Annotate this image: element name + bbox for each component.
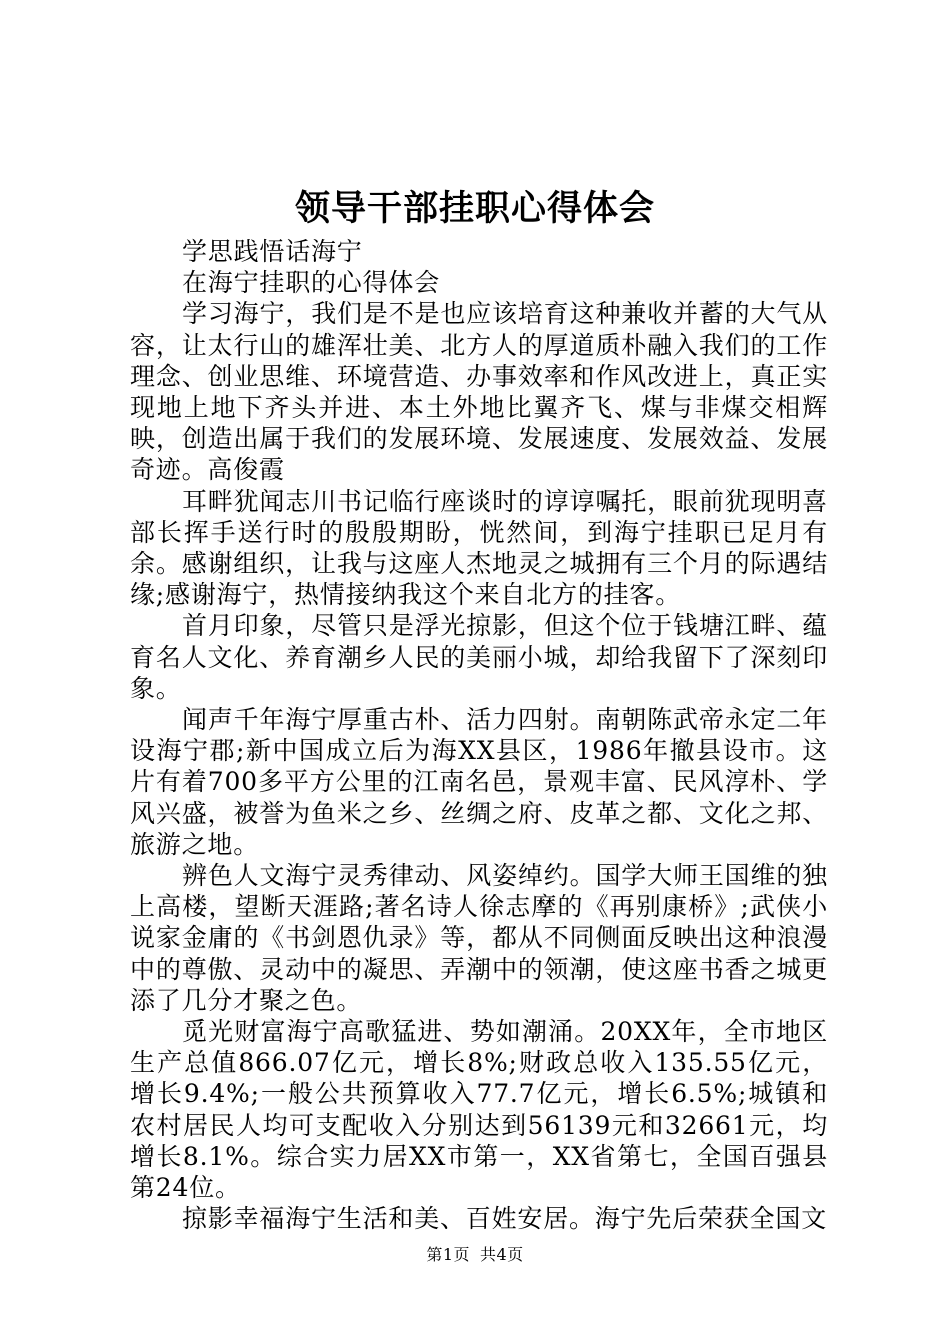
subtitle-line: 学思践悟话海宁 bbox=[182, 237, 363, 266]
body-paragraph: 学习海宁，我们是不是也应该培育这种兼收并蓄的大气从容，让太行山的雄浑壮美、北方人的厚道质朴融入我们的工作理念、创业思维、环境营造、办事效率和作风改进上，真正实现地上地下齐头并进、本土外地比翼齐飞、煤与非煤交相辉映，创造出属于我们的发展环境、发展速度、发展效益、发展奇迹。高俊霞 bbox=[130, 299, 828, 485]
body-paragraph: 掠影幸福海宁生活和美、百姓安居。海宁先后荣获全国文 bbox=[182, 1204, 828, 1234]
body-paragraph: 耳畔犹闻志川书记临行座谈时的谆谆嘱托，眼前犹现明喜部长挥手送行时的殷殷期盼，恍然间，到海宁挂职已足月有余。感谢组织，让我与这座人杰地灵之城拥有三个月的际遇结缘;感谢海宁，热情接纳我这个来自北方的挂客。 bbox=[130, 486, 828, 610]
page-footer bbox=[0, 1245, 950, 1265]
document-body bbox=[130, 236, 828, 1235]
body-paragraph: 闻声千年海宁厚重古朴、活力四射。南朝陈武帝永定二年设海宁郡;新中国成立后为海XX县区，1986年撤县设市。这片有着700多平方公里的江南名邑，景观丰富、民风淳朴、学风兴盛，被誉为鱼米之乡、丝绸之府、皮革之都、文化之邦、旅游之地。 bbox=[130, 705, 828, 859]
page-number: 第1页 bbox=[426, 1245, 470, 1264]
body-paragraph: 首月印象，尽管只是浮光掠影，但这个位于钱塘江畔、蕴育名人文化、养育潮乡人民的美丽小城，却给我留下了深刻印象。 bbox=[130, 611, 828, 703]
document-title: 领导干部挂职心得体会 bbox=[294, 188, 655, 229]
subtitle-line: 在海宁挂职的心得体会 bbox=[182, 268, 441, 298]
body-paragraph: 觅光财富海宁高歌猛进、势如潮涌。20XX年，全市地区生产总值866.07亿元，增长8%;财政总收入135.55亿元，增长9.4%;一般公共预算收入77.7亿元，增长6.5%;城镇和农村居民人均可支配收入分别达到56139元和32661元，均增长8.1%。综合实力居XX市第一，XX省第七，全国百强县第24位。 bbox=[130, 1017, 828, 1203]
body-paragraph: 辨色人文海宁灵秀律动、风姿绰约。国学大师王国维的独上高楼，望断天涯路;著名诗人徐志摩的《再别康桥》;武侠小说家金庸的《书剑恩仇录》等，都从不同侧面反映出这种浪漫中的尊傲、灵动中的凝思、弄潮中的领潮，使这座书香之城更添了几分才聚之色。 bbox=[130, 861, 828, 1015]
page-total: 共4页 bbox=[480, 1245, 524, 1264]
